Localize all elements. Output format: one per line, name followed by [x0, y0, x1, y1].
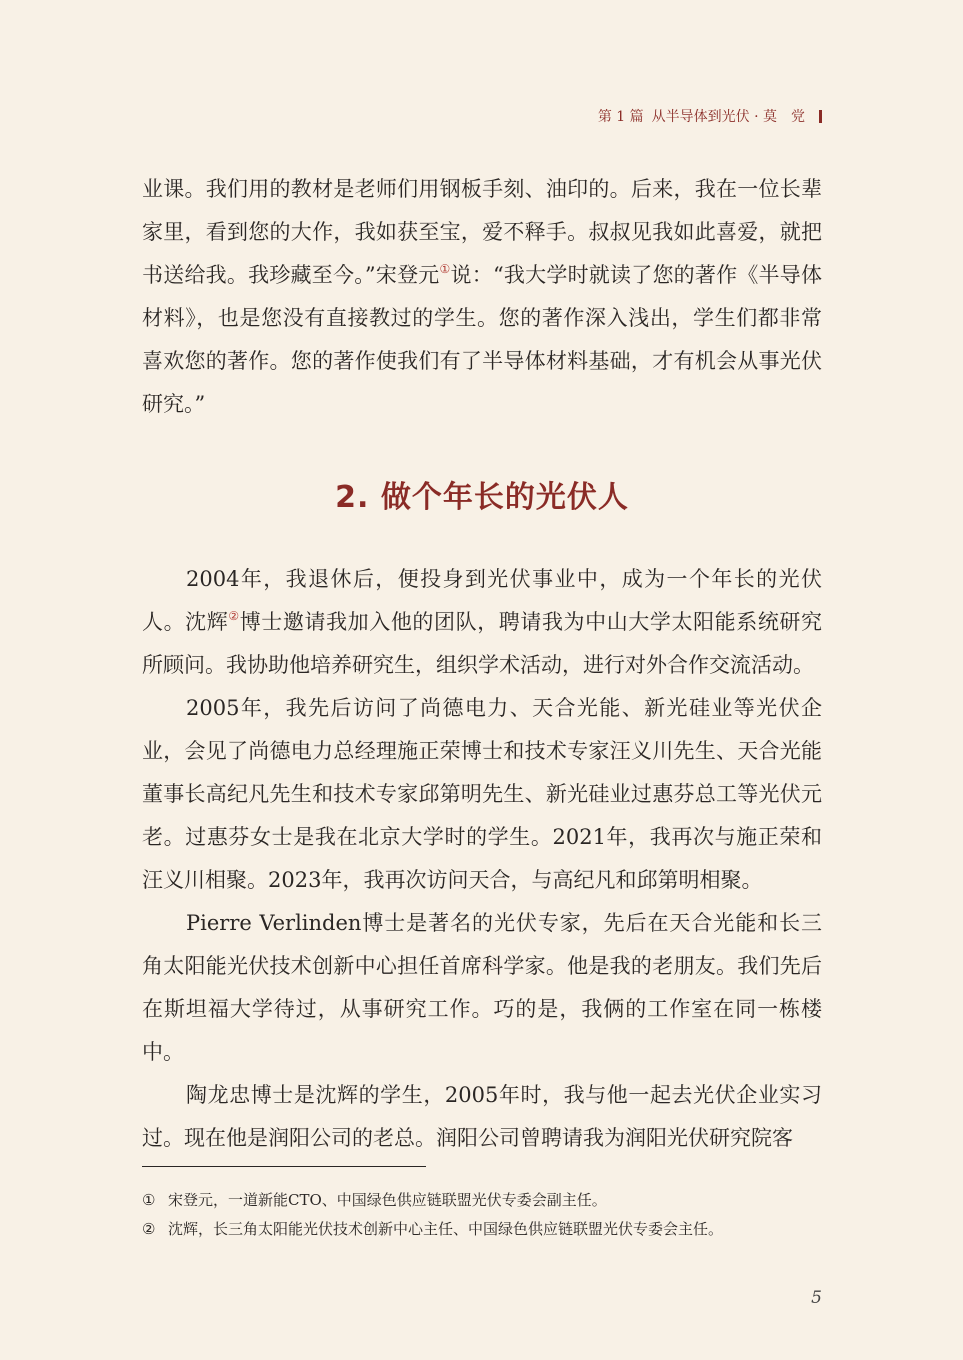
running-head [598, 106, 822, 126]
paragraph: 陶龙忠博士是沈辉的学生，2005年时，我与他一起去光伏企业实习过。现在他是润阳公司的老总。润阳公司曾聘请我为润阳光伏研究院客 [142, 1083, 822, 1150]
footnote-text: 沈辉，长三角太阳能光伏技术创新中心主任、中国绿色供应链联盟光伏专委会主任。 [168, 1220, 724, 1238]
footnote-mark: ① [142, 1191, 156, 1209]
section-body [142, 558, 822, 1160]
running-head-section: 第 1 篇 [597, 109, 644, 125]
opening-paragraph [142, 168, 822, 426]
running-head-title: 从半导体到光伏 · 莫 党 [651, 109, 805, 125]
paragraph-text: 业课。我们用的教材是老师们用钢板手刻、油印的。后来，我在一位长辈家里，看到您的大作，我如获至宝，爱不释手。叔叔见我如此喜爱，就把书送给我。我珍藏至今。”宋登元 [142, 177, 822, 287]
paragraph-text: 博士邀请我加入他的团队，聘请我为中山大学太阳能系统研究所顾问。我协助他培养研究生，组织学术活动，进行对外合作交流活动。 [142, 610, 823, 677]
paragraph-text: 说：“我大学时就读了您的著作《半导体材料》，也是您没有直接教过的学生。您的著作深入浅出，学生们都非常喜欢您的著作。您的著作使我们有了半导体材料基础，才有机会从事光伏研究。” [142, 263, 822, 416]
footnote-ref-2[interactable]: ② [228, 609, 240, 623]
paragraph [142, 558, 822, 687]
paragraph-text: 2004年，我退休后，便投身到光伏事业中，成为一个年长的光伏人。沈辉 [142, 567, 822, 634]
footnotes [142, 1186, 842, 1244]
footnote-ref-1[interactable]: ① [439, 262, 451, 276]
footnote-2 [142, 1215, 842, 1244]
footnote-rule [142, 1166, 426, 1167]
footnote-1 [142, 1186, 842, 1215]
section-heading: 2. 做个年长的光伏人 [335, 480, 629, 515]
paragraph: Pierre Verlinden博士是著名的光伏专家，先后在天合光能和长三角太阳能光伏技术创新中心担任首席科学家。他是我的老朋友。我们先后在斯坦福大学待过，从事研究工作。巧的是，我俩的工作室在同一栋楼中。 [142, 911, 822, 1064]
paragraph: 2005年，我先后访问了尚德电力、天合光能、新光硅业等光伏企业，会见了尚德电力总经理施正荣博士和技术专家汪义川先生、天合光能董事长高纪凡先生和技术专家邱第明先生、新光硅业过惠芬总工等光伏元老。过惠芬女士是我在北京大学时的学生。2021年，我再次与施正荣和汪义川相聚。2023年，我再次访问天合，与高纪凡和邱第明相聚。 [142, 696, 822, 892]
paragraph-continued [142, 168, 822, 426]
running-head-bar [819, 110, 822, 123]
footnote-text: 宋登元，一道新能CTO、中国绿色供应链联盟光伏专委会副主任。 [168, 1191, 607, 1209]
footnote-mark: ② [142, 1220, 156, 1238]
page-number: 5 [811, 1288, 822, 1308]
